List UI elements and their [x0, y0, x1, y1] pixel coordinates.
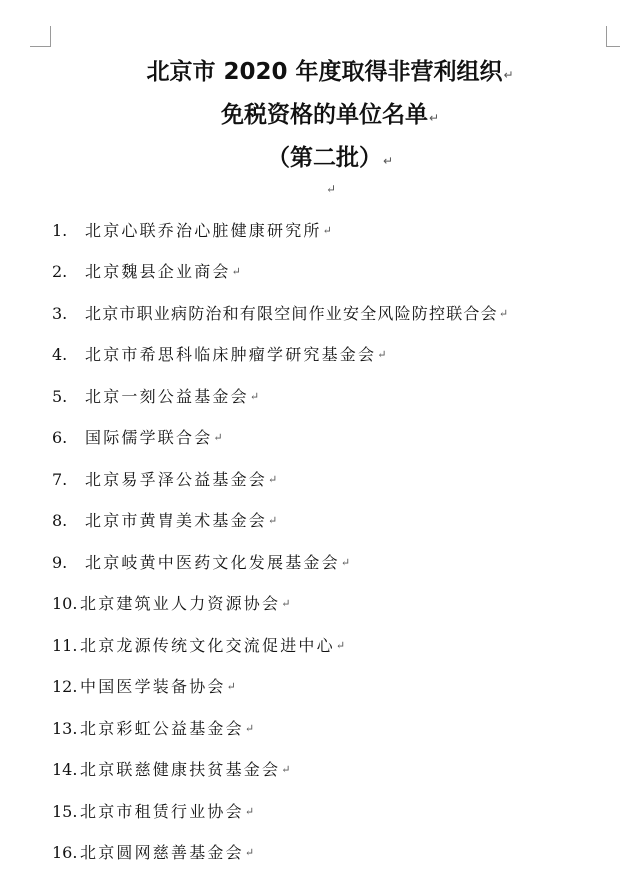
list-item	[52, 210, 508, 252]
list-item-name: 国际儒学联合会	[85, 420, 212, 456]
list-item-name: 北京市职业病防治和有限空间作业安全风险防控联合会	[85, 296, 498, 332]
list-item-name: 中国医学装备协会	[80, 669, 226, 705]
paragraph-mark-icon: ↵	[326, 182, 336, 196]
list-item	[52, 625, 508, 667]
list-item-number: 13.	[52, 711, 80, 747]
paragraph-mark-icon: ↵	[341, 545, 350, 581]
paragraph-mark-icon: ↵	[245, 794, 254, 830]
list-item-number: 2.	[52, 254, 85, 290]
list-item	[52, 750, 508, 792]
list-item-name: 北京彩虹公益基金会	[80, 711, 244, 747]
list-item	[52, 335, 508, 377]
list-item-number: 5.	[52, 379, 85, 415]
paragraph-mark-icon: ↵	[245, 711, 254, 747]
paragraph-mark-icon: ↵	[213, 420, 222, 456]
paragraph-mark-icon: ↵	[377, 337, 386, 373]
list-item-name: 北京联慈健康扶贫基金会	[80, 752, 280, 788]
paragraph-mark-icon: ↵	[245, 835, 254, 871]
list-item	[52, 501, 508, 543]
list-item-name: 北京圆网慈善基金会	[80, 835, 244, 871]
paragraph-mark-icon: ↵	[268, 462, 277, 498]
title-line-3	[0, 138, 620, 181]
empty-paragraph	[325, 182, 336, 196]
list-item-name: 北京岐黄中医药文化发展基金会	[85, 545, 340, 581]
list-item	[52, 667, 508, 709]
list-item	[52, 293, 508, 335]
list-item-number: 9.	[52, 545, 85, 581]
list-item-number: 14.	[52, 752, 80, 788]
list-item-name: 北京心联乔治心脏健康研究所	[85, 213, 322, 249]
list-item	[52, 376, 508, 418]
paragraph-mark-icon: ↵	[503, 68, 513, 82]
list-item-number: 10.	[52, 586, 80, 622]
title-line-2	[0, 95, 620, 138]
paragraph-mark-icon: ↵	[281, 586, 290, 622]
list-item-name: 北京易孚泽公益基金会	[85, 462, 267, 498]
list-item	[52, 252, 508, 294]
list-item-number: 6.	[52, 420, 85, 456]
document-title	[0, 52, 620, 181]
paragraph-mark-icon: ↵	[499, 296, 508, 332]
crop-mark-top-left	[30, 26, 51, 47]
list-item-name: 北京魏县企业商会	[85, 254, 231, 290]
list-item	[52, 584, 508, 626]
list-item-name: 北京一刻公益基金会	[85, 379, 249, 415]
list-item-number: 7.	[52, 462, 85, 498]
list-item	[52, 833, 508, 874]
list-item	[52, 708, 508, 750]
crop-mark-top-right	[606, 26, 620, 47]
title-line-3-text: （第二批）	[267, 145, 382, 171]
paragraph-mark-icon: ↵	[383, 154, 393, 168]
paragraph-mark-icon: ↵	[268, 503, 277, 539]
list-item-name: 北京市黄胄美术基金会	[85, 503, 267, 539]
list-item	[52, 459, 508, 501]
title-line-1	[0, 52, 620, 95]
list-item-number: 1.	[52, 213, 85, 249]
list-item	[52, 542, 508, 584]
list-item-number: 8.	[52, 503, 85, 539]
paragraph-mark-icon: ↵	[336, 628, 345, 664]
list-item	[52, 791, 508, 833]
list-item-number: 16.	[52, 835, 80, 871]
paragraph-mark-icon: ↵	[232, 254, 241, 290]
organization-list	[52, 210, 508, 874]
paragraph-mark-icon: ↵	[429, 111, 439, 125]
paragraph-mark-icon: ↵	[323, 213, 332, 249]
list-item-number: 12.	[52, 669, 80, 705]
title-line-2-text: 免税资格的单位名单	[221, 102, 428, 128]
list-item-number: 11.	[52, 628, 80, 664]
paragraph-mark-icon: ↵	[281, 752, 290, 788]
list-item-number: 15.	[52, 794, 80, 830]
list-item-number: 3.	[52, 296, 85, 332]
list-item	[52, 418, 508, 460]
title-line-1-text: 北京市 2020 年度取得非营利组织	[146, 59, 502, 85]
list-item-name: 北京市希思科临床肿瘤学研究基金会	[85, 337, 376, 373]
paragraph-mark-icon: ↵	[227, 669, 236, 705]
list-item-name: 北京建筑业人力资源协会	[80, 586, 280, 622]
list-item-number: 4.	[52, 337, 85, 373]
paragraph-mark-icon: ↵	[250, 379, 259, 415]
list-item-name: 北京龙源传统文化交流促进中心	[80, 628, 335, 664]
list-item-name: 北京市租赁行业协会	[80, 794, 244, 830]
